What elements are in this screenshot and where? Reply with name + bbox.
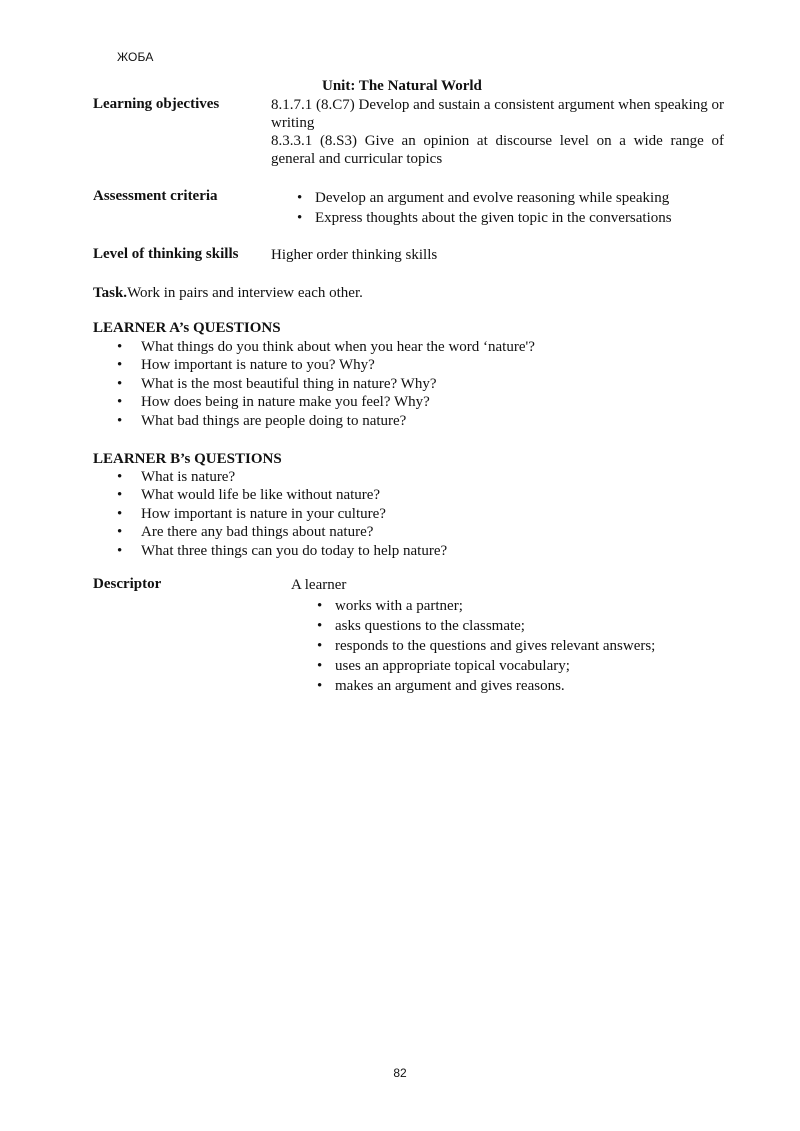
bullet-icon: • — [317, 598, 323, 614]
descriptor-label: Descriptor — [93, 576, 162, 592]
bullet-icon: • — [117, 487, 123, 504]
list-item: • works with a partner; — [317, 598, 463, 614]
bullet-icon: • — [117, 469, 123, 485]
learning-objectives-label: Learning objectives — [93, 96, 220, 112]
header-mark: ЖОБА — [117, 50, 154, 64]
bullet-icon: • — [297, 190, 303, 206]
learner-a-questions — [115, 338, 535, 430]
list-item: • What would life be like without nature? — [117, 487, 381, 504]
learner-b-heading: LEARNER B’s QUESTIONS — [93, 451, 282, 467]
list-item: • How does being in nature make you feel? Why? — [117, 394, 430, 411]
learner-b-questions — [115, 468, 447, 560]
descriptor-list — [313, 596, 655, 696]
bullet-icon: • — [317, 618, 323, 634]
bullet-icon: • — [117, 357, 123, 374]
bullet-icon: • — [117, 339, 123, 355]
learning-objective-item: 8.3.3.1 (8.S3) Give an opinion at discourse level on a wide range of general and curricular topics — [271, 133, 724, 167]
list-item: • What three things can you do today to help nature? — [117, 542, 448, 559]
list-item: • What is the most beautiful thing in nature? Why? — [117, 375, 437, 392]
bullet-icon: • — [317, 638, 323, 654]
list-item: • asks questions to the classmate; — [317, 618, 525, 634]
thinking-skills-label: Level of thinking skills — [93, 246, 239, 262]
bullet-icon: • — [117, 412, 123, 429]
bullet-icon: • — [117, 524, 123, 541]
bullet-icon: • — [117, 542, 123, 559]
list-item: • Express thoughts about the given topic in the conversations — [297, 210, 672, 226]
bullet-icon: • — [297, 210, 303, 226]
list-item: • uses an appropriate topical vocabulary; — [317, 658, 570, 674]
bullet-icon: • — [117, 375, 123, 392]
assessment-criteria-label: Assessment criteria — [93, 188, 218, 204]
list-item: • What bad things are people doing to nature? — [117, 412, 407, 429]
unit-title: Unit: The Natural World — [322, 78, 482, 94]
bullet-icon: • — [117, 505, 123, 522]
task-text: Work in pairs and interview each other. — [127, 285, 363, 301]
task-label: Task. — [93, 285, 128, 301]
list-item: • Are there any bad things about nature? — [117, 524, 374, 541]
list-item: • What is nature? — [117, 469, 236, 485]
bullet-icon: • — [117, 394, 123, 411]
list-item: • Develop an argument and evolve reasoning while speaking — [297, 190, 670, 206]
list-item: • responds to the questions and gives relevant answers; — [317, 638, 656, 654]
descriptor-intro: A learner — [291, 577, 347, 593]
learning-objectives-list — [271, 96, 724, 168]
list-item: • What things do you think about when you hear the word ‘nature'? — [117, 339, 535, 355]
list-item: • How important is nature in your culture? — [117, 505, 386, 522]
list-item: • makes an argument and gives reasons. — [317, 678, 565, 694]
bullet-icon: • — [317, 658, 323, 674]
page-number: 82 — [393, 1066, 407, 1080]
bullet-icon: • — [317, 678, 323, 694]
thinking-skills-value: Higher order thinking skills — [271, 247, 438, 263]
list-item: • How important is nature to you? Why? — [117, 357, 375, 374]
task-line — [93, 284, 363, 302]
assessment-criteria-list — [293, 188, 672, 228]
learner-a-heading: LEARNER A’s QUESTIONS — [93, 320, 281, 336]
learning-objective-item: 8.1.7.1 (8.C7) Develop and sustain a consistent argument when speaking or writing — [271, 97, 724, 131]
